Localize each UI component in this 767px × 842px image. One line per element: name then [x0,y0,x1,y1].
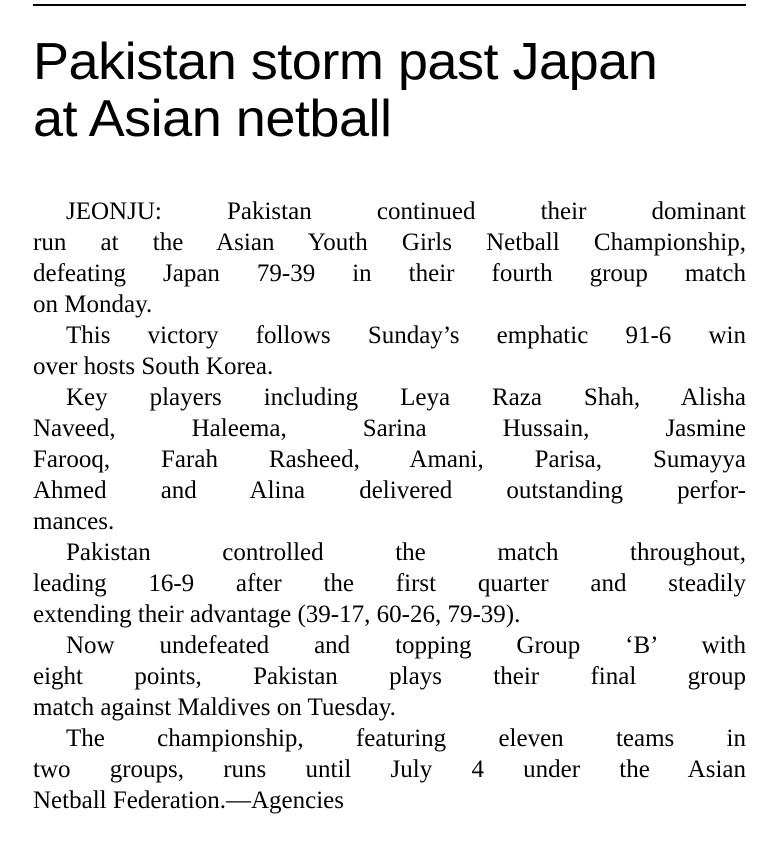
paragraph-6 [33,723,746,816]
body-line: Key players including Leya Raza Shah, Alisha [66,384,746,411]
body-line: two groups, runs until July 4 under the Asian [33,756,746,783]
body-line: on Monday. [33,291,153,318]
body-line: Ahmed and Alina delivered outstanding perfor- [33,477,746,504]
body-line: Farooq, Farah Rasheed, Amani, Parisa, Sumayya [33,446,746,473]
body-line: This victory follows Sunday’s emphatic 91-6 win [66,322,746,349]
paragraph-5 [33,630,746,723]
paragraph-3 [33,382,746,537]
body-line: The championship, featuring eleven teams in [66,725,746,752]
body-line: over hosts South Korea. [33,353,274,380]
body-line: match against Maldives on Tuesday. [33,694,396,721]
body-line: Netball Federation.—Agencies [33,787,345,814]
paragraph-4 [33,537,746,630]
headline [33,34,751,148]
article-body [33,196,746,816]
body-line: Now undefeated and topping Group ‘B’ with [66,632,746,659]
top-rule [33,4,746,6]
body-line: Pakistan controlled the match throughout, [66,539,746,566]
headline-line-2: at Asian netball [33,90,392,148]
paragraph-2 [33,320,746,382]
body-line: mances. [33,508,115,535]
body-line: eight points, Pakistan plays their final group [33,663,746,690]
body-line: Naveed, Haleema, Sarina Hussain, Jasmine [33,415,746,442]
body-line: run at the Asian Youth Girls Netball Championship, [33,229,746,256]
body-line: leading 16-9 after the first quarter and steadily [33,570,746,597]
headline-line-1: Pakistan storm past Japan [33,33,658,91]
body-line: JEONJU: Pakistan continued their dominant [66,198,746,225]
body-line: extending their advantage (39-17, 60-26, 79-39). [33,601,521,628]
body-line: defeating Japan 79-39 in their fourth group match [33,260,746,287]
news-article [33,0,746,842]
paragraph-1 [33,196,746,320]
